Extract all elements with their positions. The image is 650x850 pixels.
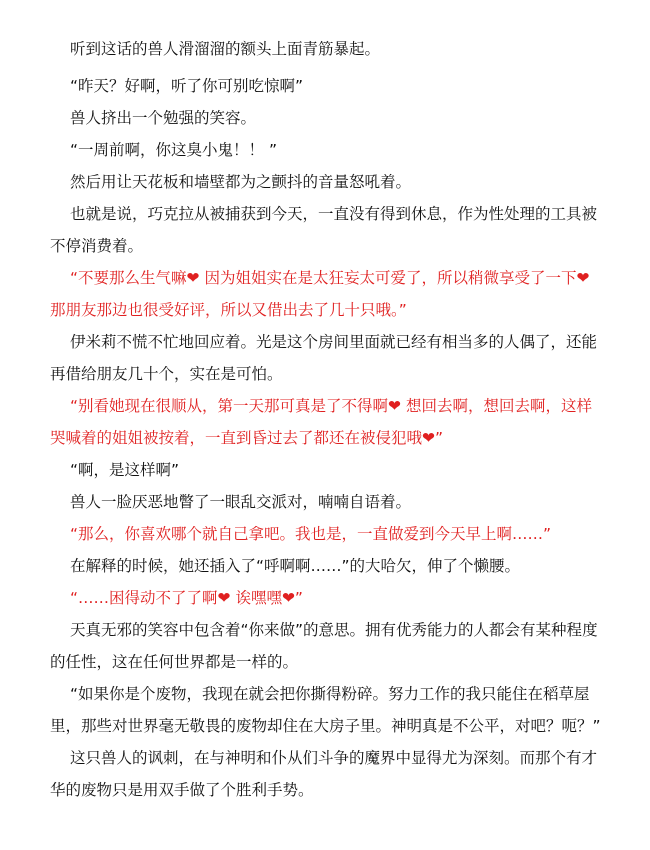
paragraph-2: “昨天？好啊，听了你可别吃惊啊” [70, 77, 304, 95]
paragraph-3: 兽人挤出一个勉强的笑容。 [70, 109, 257, 127]
paragraph-12: “那么，你喜欢哪个就自己拿吧。我也是，一直做爱到今天早上啊……” [70, 525, 552, 543]
paragraph-13: 在解释的时候，她还插入了“呼啊啊……”的大哈欠，伸了个懒腰。 [70, 557, 521, 575]
paragraph-16: “如果你是个废物，我现在就会把你撕得粉碎。努力工作的我只能住在稻草屋里，那些对世界毫无敬畏的废物却住在大房子里。神明真是不公平，对吧？呃？” [50, 685, 601, 735]
paragraph-14: “……困得动不了了啊❤ 诶嘿嘿❤” [70, 589, 303, 607]
paragraph-7: “不要那么生气嘛❤ 因为姐姐实在是太狂妄太可爱了，所以稍微享受了一下❤ 那朋友那边也很受好评，所以又借出去了几十只哦。” [50, 269, 590, 319]
paragraph-5: 然后用让天花板和墙壁都为之颤抖的音量怒吼着。 [70, 173, 412, 191]
paragraph-1: 听到这话的兽人滑溜溜的额头上面青筋暴起。 [70, 40, 381, 58]
paragraph-10: “啊，是这样啊” [70, 461, 180, 479]
paragraph-15: 天真无邪的笑容中包含着“你来做”的意思。拥有优秀能力的人都会有某种程度的任性，这在任何世界都是一样的。 [50, 621, 598, 671]
paragraph-17: 这只兽人的讽刺，在与神明和仆从们斗争的魔界中显得尤为深刻。而那个有才华的废物只是用双手做了个胜利手势。 [50, 749, 598, 799]
paragraph-6: 也就是说，巧克拉从被捕获到今天，一直没有得到休息，作为性处理的工具被不停消费着。 [50, 205, 598, 255]
paragraph-4: “一周前啊，你这臭小鬼！！ ” [70, 141, 277, 159]
paragraph-9: “别看她现在很顺从，第一天那可真是了不得啊❤ 想回去啊，想回去啊，这样哭喊着的姐姐被按着，一直到昏过去了都还在被侵犯哦❤” [50, 397, 592, 447]
paragraph-11: 兽人一脸厌恶地瞥了一眼乱交派对，喃喃自语着。 [70, 493, 412, 511]
paragraph-8: 伊米莉不慌不忙地回应着。光是这个房间里面就已经有相当多的人偶了，还能再借给朋友几十个，实在是可怕。 [50, 333, 598, 383]
